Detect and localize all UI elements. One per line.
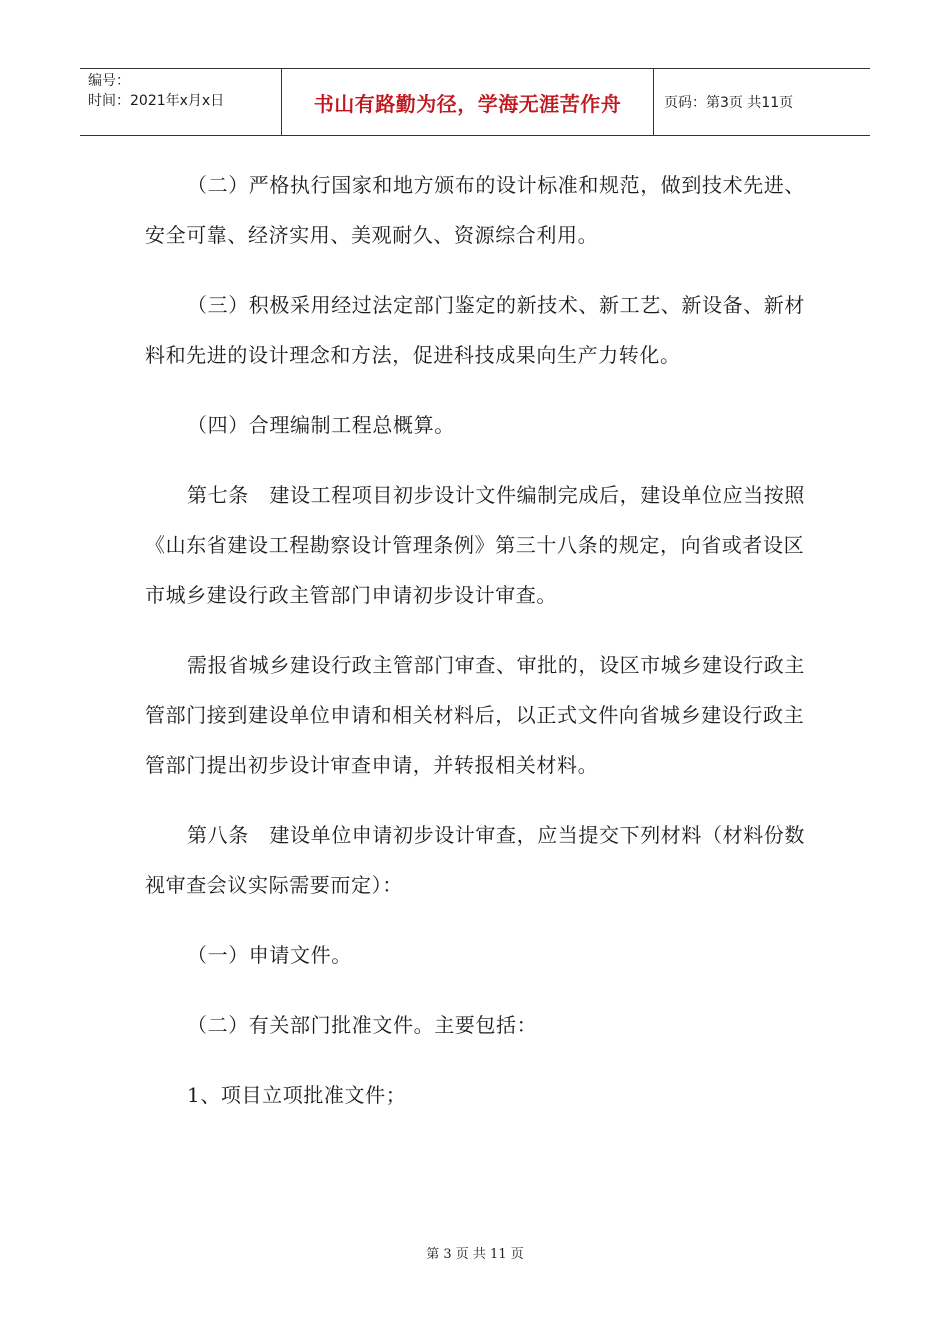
paragraph: （二）有关部门批准文件。主要包括：	[187, 1013, 538, 1037]
paragraph: 1、项目立项批准文件；	[187, 1083, 407, 1107]
page-header	[80, 68, 870, 136]
paragraph: 第七条 建设工程项目初步设计文件编制完成后，建设单位应当按照《山东省建设工程勘察设计管理条例》第三十八条的规定，向省或者设区市城乡建设行政主管部门申请初步设计审查。	[145, 483, 805, 607]
paragraph: 第八条 建设单位申请初步设计审查，应当提交下列材料（材料份数视审查会议实际需要而定）：	[145, 823, 805, 897]
paragraph: （三）积极采用经过法定部门鉴定的新技术、新工艺、新设备、新材料和先进的设计理念和方法，促进科技成果向生产力转化。	[145, 293, 805, 367]
header-meta-cell	[80, 69, 282, 135]
paragraph: （一）申请文件。	[187, 943, 352, 967]
document-body	[145, 160, 805, 1140]
paragraph: 需报省城乡建设行政主管部门审查、审批的，设区市城乡建设行政主管部门接到建设单位申请和相关材料后，以正式文件向省城乡建设行政主管部门提出初步设计审查申请，并转报相关材料。	[145, 653, 805, 777]
header-motto: 书山有路勤为径，学海无涯苦作舟	[282, 69, 654, 135]
document-time-label: 时间：2021年x月x日	[88, 93, 225, 109]
document-number-label: 编号：	[88, 73, 130, 89]
header-page-info: 页码：第3页 共11页	[664, 95, 794, 111]
paragraph: （二）严格执行国家和地方颁布的设计标准和规范，做到技术先进、安全可靠、经济实用、美观耐久、资源综合利用。	[145, 173, 805, 247]
paragraph: （四）合理编制工程总概算。	[187, 413, 455, 437]
page-footer: 第 3 页 共 11 页	[426, 1247, 524, 1262]
